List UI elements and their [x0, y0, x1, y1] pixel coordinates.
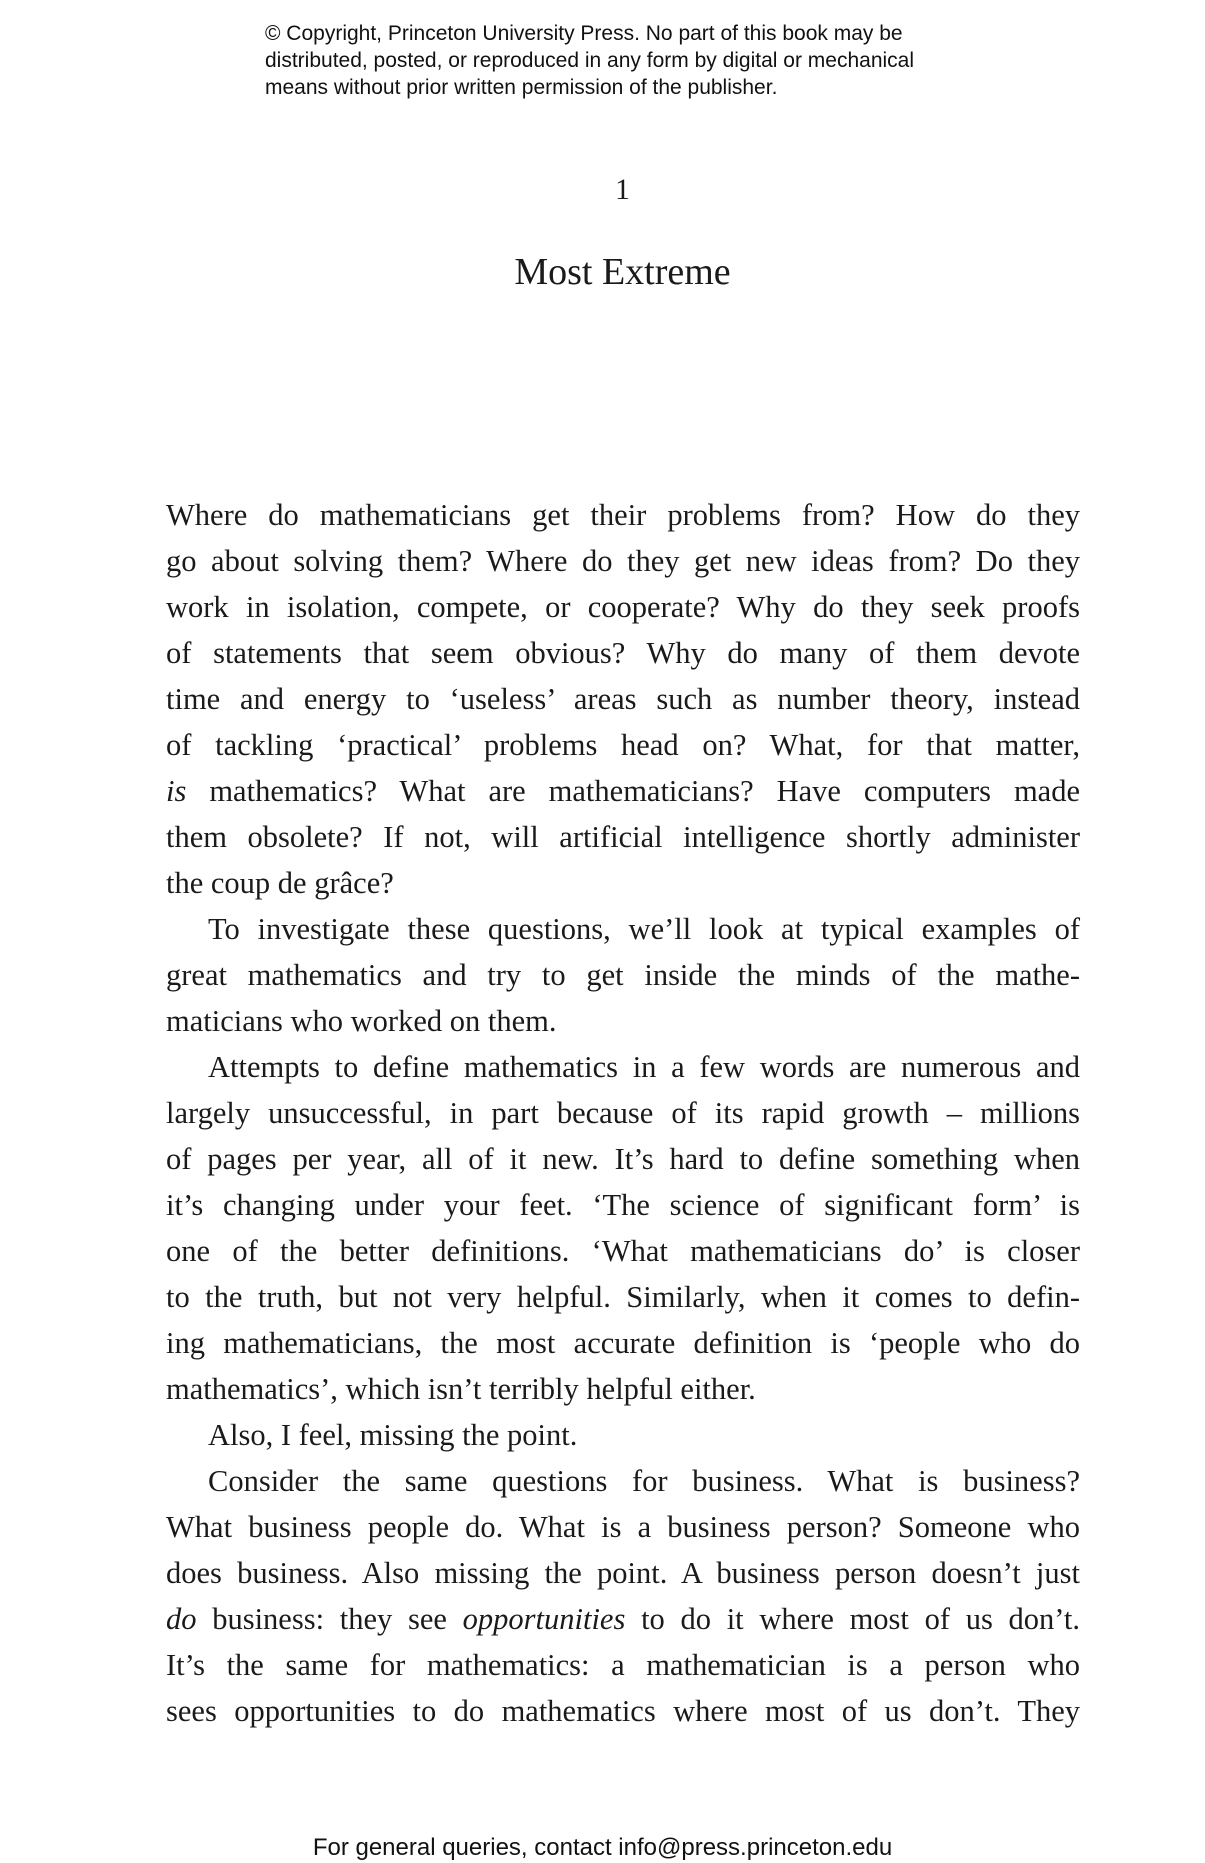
text-line: ing mathematicians, the most accurate definition is ‘people who do: [166, 1326, 1080, 1360]
text-line: It’s the same for mathematics: a mathematician is a person who: [166, 1648, 1080, 1682]
chapter-title: Most Extreme: [514, 251, 731, 293]
text-line: maticians who worked on them.: [166, 1004, 557, 1038]
italic-word: do: [166, 1602, 197, 1636]
text-line: them obsolete? If not, will artificial intelligence shortly administer: [166, 820, 1080, 854]
text-line: go about solving them? Where do they get new ideas from? Do they: [166, 544, 1080, 578]
text-line: one of the better definitions. ‘What mathematicians do’ is closer: [166, 1234, 1080, 1268]
text-line: Also, I feel, missing the point.: [208, 1418, 578, 1452]
text-line: to the truth, but not very helpful. Similarly, when it comes to defin-: [166, 1280, 1080, 1314]
copyright-notice: [265, 20, 1025, 101]
footer-contact: For general queries, contact info@press.princeton.edu: [312, 1834, 893, 1861]
text-line: [166, 1596, 1080, 1642]
text-line: Attempts to define mathematics in a few words are numerous and: [208, 1050, 1080, 1084]
text-line: What business people do. What is a business person? Someone who: [166, 1510, 1080, 1544]
text-line: [166, 768, 1080, 814]
text-line: of tackling ‘practical’ problems head on? What, for that matter,: [166, 728, 1080, 762]
italic-word: opportunities: [462, 1602, 626, 1636]
text-line: Where do mathematicians get their problems from? How do they: [166, 498, 1080, 532]
text-line: mathematics’, which isn’t terribly helpful either.: [166, 1372, 756, 1406]
text-line: time and energy to ‘useless’ areas such as number theory, instead: [166, 682, 1080, 716]
text-line: of pages per year, all of it new. It’s hard to define something when: [166, 1142, 1080, 1176]
text-line: great mathematics and try to get inside the minds of the mathe-: [166, 958, 1080, 992]
text-line: of statements that seem obvious? Why do many of them devote: [166, 636, 1080, 670]
text-line: largely unsuccessful, in part because of its rapid growth – millions: [166, 1096, 1080, 1130]
copyright-line: means without prior written permission of the publisher.: [265, 76, 778, 99]
text-line: work in isolation, compete, or cooperate? Why do they seek proofs: [166, 590, 1080, 624]
text-segment: to do it where most of us don’t.: [641, 1602, 1081, 1636]
text-segment: business: they see: [212, 1602, 447, 1636]
text-line: it’s changing under your feet. ‘The science of significant form’ is: [166, 1188, 1080, 1222]
text-line: sees opportunities to do mathematics where most of us don’t. They: [166, 1694, 1080, 1728]
chapter-number: 1: [615, 173, 630, 206]
italic-word: is: [166, 774, 187, 808]
text-line: Consider the same questions for business. What is business?: [208, 1464, 1080, 1498]
copyright-line: © Copyright, Princeton University Press. No part of this book may be: [265, 22, 903, 45]
text-line: the coup de grâce?: [166, 866, 394, 900]
copyright-line: distributed, posted, or reproduced in any form by digital or mechanical: [265, 49, 915, 72]
body-text: [166, 492, 1080, 1734]
text-line: To investigate these questions, we’ll look at typical examples of: [208, 912, 1080, 946]
text-line: does business. Also missing the point. A business person doesn’t just: [166, 1556, 1080, 1590]
text-segment: mathematics? What are mathematicians? Have computers made: [209, 774, 1080, 808]
